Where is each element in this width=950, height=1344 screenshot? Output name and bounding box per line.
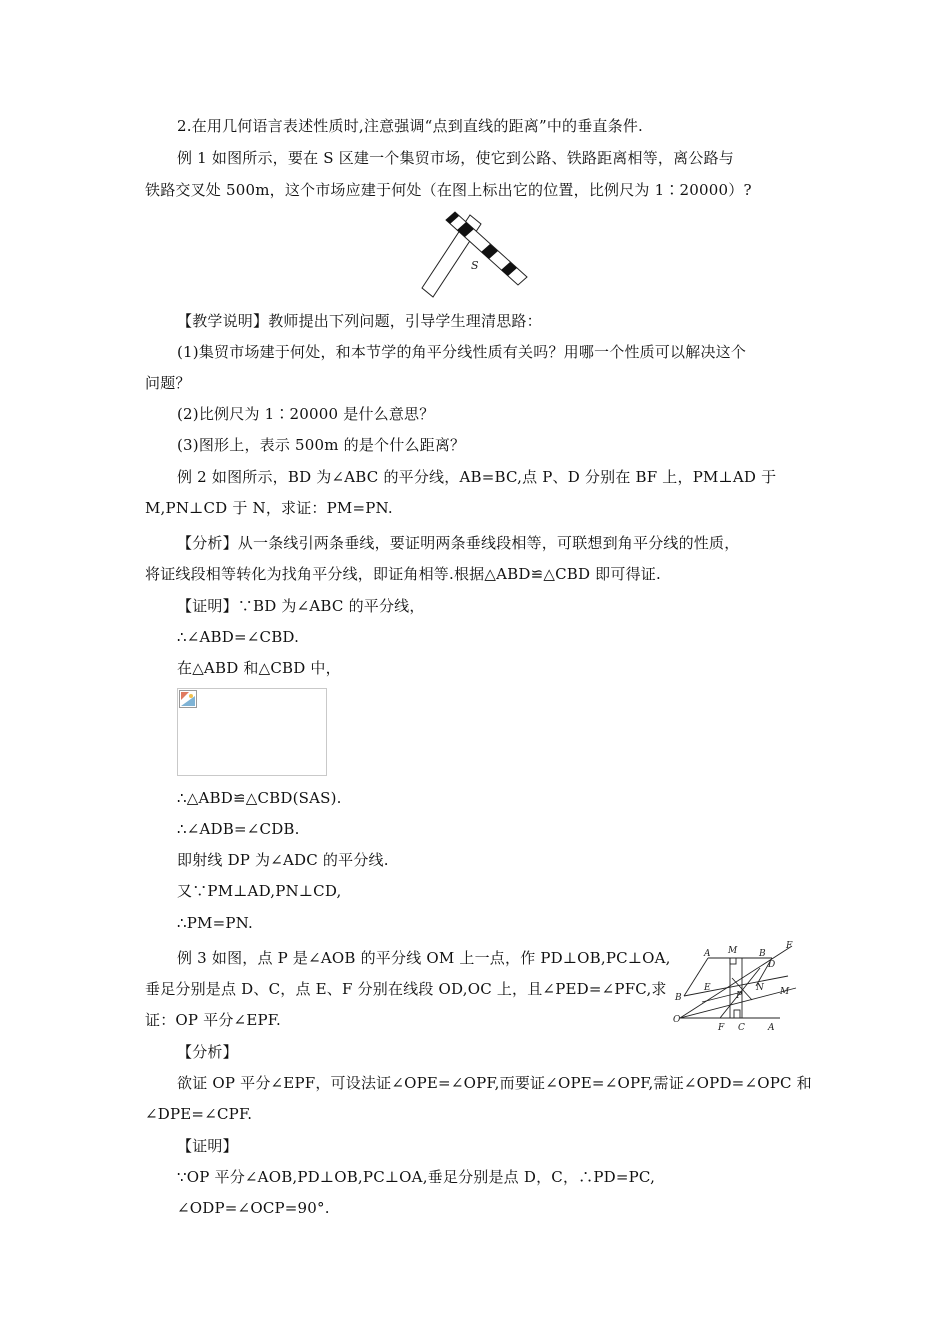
text-line: (2)比例尺为 1∶20000 是什么意思？ (177, 405, 435, 423)
text-line: ∠ODP=∠OCP=90°. (177, 1199, 330, 1217)
text-line: 将证线段相等转化为找角平分线，即证角相等.根据△ABD≌△CBD 即可得证. (145, 565, 661, 583)
text-line: 2.在用几何语言表述性质时,注意强调“点到直线的距离”中的垂直条件. (177, 117, 643, 135)
text-line: (1)集贸市场建于何处，和本节学的角平分线性质有关吗？用哪一个性质可以解决这个 (177, 343, 747, 361)
text-line: M,PN⊥CD 于 N，求证：PM=PN. (145, 499, 393, 517)
text-line: ∠DPE=∠CPF. (145, 1105, 253, 1123)
text-line: 例 1 如图所示，要在 S 区建一个集贸市场，使它到公路、铁路距离相等，离公路与 (177, 149, 734, 167)
angle-bisector-figure (672, 938, 802, 1034)
road-railway-figure (415, 205, 535, 300)
label-f: F (718, 1023, 725, 1033)
text-line: 【证明】∵BD 为∠ABC 的平分线， (177, 597, 425, 615)
label-p: P (736, 991, 743, 1001)
label-a: A (704, 949, 711, 959)
text-line: ∴△ABD≌△CBD(SAS). (177, 789, 342, 807)
text-line: ∴PM=PN. (177, 914, 253, 932)
text-line: 在△ABD 和△CBD 中， (177, 659, 341, 677)
text-line: 例 2 如图所示，BD 为∠ABC 的平分线，AB=BC,点 P、D 分别在 BF 上，PM⊥AD 于 (177, 468, 777, 486)
label-a: A (768, 1023, 775, 1033)
text-line: 例 3 如图，点 P 是∠AOB 的平分线 OM 上一点，作 PD⊥OB,PC⊥OA, (177, 949, 671, 967)
label-m: M (728, 946, 738, 956)
label-b: B (675, 993, 682, 1003)
text-line: (3)图形上，表示 500m 的是个什么距离？ (177, 436, 466, 454)
text-line: ∴∠ABD=∠CBD. (177, 628, 300, 646)
label-c: C (738, 1023, 745, 1033)
label-d: D (768, 960, 776, 970)
label-b: B (759, 949, 766, 959)
text-line: 【分析】从一条线引两条垂线，要证明两条垂线段相等，可联想到角平分线的性质， (177, 534, 740, 552)
text-line: 垂足分别是点 D、C，点 E、F 分别在线段 OD,OC 上，且∠PED=∠PFC,求 (145, 980, 667, 998)
text-line: 【分析】 (177, 1043, 238, 1061)
text-line: 【证明】 (177, 1137, 238, 1155)
text-line: 证：OP 平分∠EPF. (145, 1011, 282, 1029)
text-line: 铁路交叉处 500m，这个市场应建于何处（在图上标出它的位置，比例尺为 1∶20000）? (145, 181, 752, 199)
figure-label-s: S (471, 259, 479, 272)
label-m: M (780, 987, 790, 997)
label-e: E (704, 983, 711, 993)
text-line: 又∵PM⊥AD,PN⊥CD, (177, 882, 342, 900)
label-o: O (673, 1015, 681, 1025)
text-line: 即射线 DP 为∠ADC 的平分线. (177, 851, 389, 869)
text-line: 问题？ (145, 374, 191, 392)
text-line: 欲证 OP 平分∠EPF，可设法证∠OPE=∠OPF,而要证∠OPE=∠OPF,需证∠OPD=∠OPC 和 (177, 1074, 812, 1092)
label-n: N (756, 983, 764, 993)
label-f: F (786, 941, 793, 951)
text-line: ∵OP 平分∠AOB,PD⊥OB,PC⊥OA,垂足分别是点 D，C，∴PD=PC, (177, 1168, 656, 1186)
text-line: ∴∠ADB=∠CDB. (177, 820, 300, 838)
broken-image-icon (179, 690, 197, 708)
image-placeholder (177, 688, 327, 776)
text-line: 【教学说明】教师提出下列问题，引导学生理清思路： (177, 312, 542, 330)
